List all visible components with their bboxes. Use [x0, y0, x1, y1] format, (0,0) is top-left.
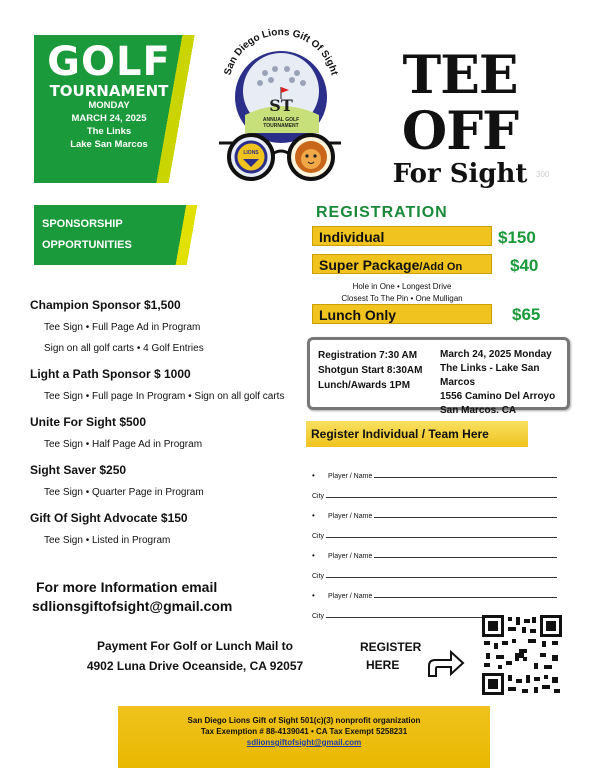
tier-light-a-path — [30, 365, 300, 404]
sponsorship-tiers — [30, 296, 300, 557]
super-package-price: $40 — [510, 256, 539, 275]
tier-heading: Unite For Sight $500 — [30, 415, 147, 429]
player-name-label: Player / Name — [328, 473, 373, 480]
turn-right-arrow-icon — [425, 648, 467, 680]
individual-option — [312, 226, 492, 246]
tier-benefit: Tee Sign • Full Page Ad in Program — [44, 322, 201, 333]
city-label: City — [312, 493, 325, 500]
city-row — [312, 480, 557, 500]
schedule-date: March 24, 2025 Monday — [440, 349, 552, 360]
registration-time: Registration 7:30 AM — [318, 350, 418, 361]
schedule-city: San Marcos. CA — [440, 405, 517, 416]
player-name-field[interactable] — [374, 557, 557, 558]
player-row: • Player / Name — [312, 500, 557, 520]
city-row — [312, 520, 557, 540]
player-row: • Player / Name — [312, 540, 557, 560]
payment-address: 4902 Luna Drive Oceanside, CA 92057 — [86, 659, 304, 673]
super-package-option — [312, 254, 492, 274]
tier-benefit: Tee Sign • Full page In Program • Sign on all golf carts — [44, 391, 285, 402]
super-package-details — [322, 281, 482, 305]
tier-heading: Light a Path Sponsor $ 1000 — [30, 367, 191, 381]
player-name-field[interactable] — [374, 597, 557, 598]
tier-gift-of-sight-advocate — [30, 509, 300, 548]
super-package-addon: /Add On — [419, 261, 463, 273]
schedule-location — [440, 348, 567, 418]
super-note-2: Closest To The Pin • One Mulligan — [341, 294, 463, 303]
tee-off-title: TEE OFF — [401, 45, 519, 162]
logo-initials: ST — [269, 96, 293, 115]
svg-text:LIONS: LIONS — [243, 150, 259, 156]
payment-label: Payment For Golf or Lunch Mail to — [96, 639, 293, 653]
city-field[interactable] — [326, 577, 557, 578]
logo-arc-text: San Diego Lions Gift Of Sight — [222, 26, 340, 77]
tournament-subtitle: TOURNAMENT — [49, 82, 169, 100]
logo-caption-2: TOURNAMENT — [263, 123, 299, 129]
player-name-label: Player / Name — [328, 513, 373, 520]
lions-emblem-icon — [236, 142, 266, 172]
player-row: • Player / Name — [312, 580, 557, 600]
tier-benefit: Sign on all golf carts • 4 Golf Entries — [44, 343, 204, 354]
opportunities-label: OPPORTUNITIES — [42, 239, 132, 251]
faint-mark: 300 — [536, 170, 550, 179]
player-row: • Player / Name — [312, 460, 557, 480]
payment-info — [70, 636, 320, 676]
event-date: MARCH 24, 2025 — [71, 113, 147, 124]
tier-benefit: Tee Sign • Half Page Ad in Program — [44, 439, 203, 450]
tier-benefit: Tee Sign • Listed in Program — [44, 535, 171, 546]
tier-sight-saver — [30, 461, 300, 500]
event-day: MONDAY — [88, 100, 130, 111]
player-name-field[interactable] — [374, 517, 557, 518]
more-info — [32, 578, 292, 616]
tier-heading: Gift Of Sight Advocate $150 — [30, 511, 188, 525]
city-label: City — [312, 613, 325, 620]
player-name-label: Player / Name — [328, 553, 373, 560]
lunch-awards-time: Lunch/Awards 1PM — [318, 380, 411, 391]
lunch-only-price: $65 — [512, 305, 541, 324]
city-label: City — [312, 573, 325, 580]
schedule-venue: The Links - Lake San Marcos — [440, 363, 540, 388]
super-package-label: Super Package — [319, 257, 420, 273]
footer-email-link[interactable]: sdlionsgiftofsight@gmail.com — [246, 738, 362, 747]
sponsorship-label: SPONSORSHIP — [42, 218, 123, 230]
registration-qr-code[interactable] — [482, 615, 562, 695]
venue-name: The Links — [86, 126, 132, 137]
player-name-field[interactable] — [374, 477, 557, 478]
schedule-box — [307, 337, 570, 416]
golf-tournament-banner-text — [34, 35, 184, 183]
shotgun-start-time: Shotgun Start 8:30AM — [318, 365, 423, 376]
player-name-label: Player / Name — [328, 593, 373, 600]
city-field[interactable] — [326, 497, 557, 498]
golf-title: GOLF — [47, 39, 171, 85]
tier-heading: Sight Saver $250 — [30, 463, 127, 477]
registration-form — [312, 460, 557, 620]
city-row — [312, 560, 557, 580]
registration-title: REGISTRATION — [316, 204, 448, 221]
city-field[interactable] — [326, 537, 557, 538]
venue-location: Lake San Marcos — [70, 139, 148, 150]
individual-label: Individual — [319, 229, 385, 245]
register-here-label: REGISTER HERE — [360, 640, 422, 672]
contact-email[interactable]: sdlionsgiftofsight@gmail.com — [32, 598, 233, 614]
sponsorship-banner-text — [42, 214, 132, 256]
tier-heading: Champion Sponsor $1,500 — [30, 298, 181, 312]
super-note-1: Hole in One • Longest Drive — [352, 282, 452, 291]
individual-price: $150 — [498, 228, 536, 247]
lunch-only-option — [312, 304, 492, 324]
lions-gift-of-sight-logo — [215, 25, 345, 185]
register-team-header: Register Individual / Team Here — [306, 421, 528, 447]
more-info-label: For more Information email — [36, 579, 218, 595]
tier-champion — [30, 296, 300, 356]
city-label: City — [312, 533, 325, 540]
footer-banner — [118, 706, 490, 768]
tee-off-heading — [355, 45, 565, 189]
lunch-only-label: Lunch Only — [319, 307, 396, 323]
tier-benefit: Tee Sign • Quarter Page in Program — [44, 487, 204, 498]
tier-unite-for-sight — [30, 413, 300, 452]
footer-tax: Tax Exemption # 88-4139041 • CA Tax Exempt 5258231 — [200, 727, 408, 736]
for-sight-subtitle: For Sight — [392, 159, 528, 189]
schedule-times — [318, 348, 422, 393]
schedule-street: 1556 Camino Del Arroyo — [440, 391, 556, 402]
footer-org: San Diego Lions Gift of Sight 501(c)(3) nonprofit organization — [187, 716, 421, 725]
logo-caption-1: ANNUAL GOLF — [262, 117, 300, 123]
